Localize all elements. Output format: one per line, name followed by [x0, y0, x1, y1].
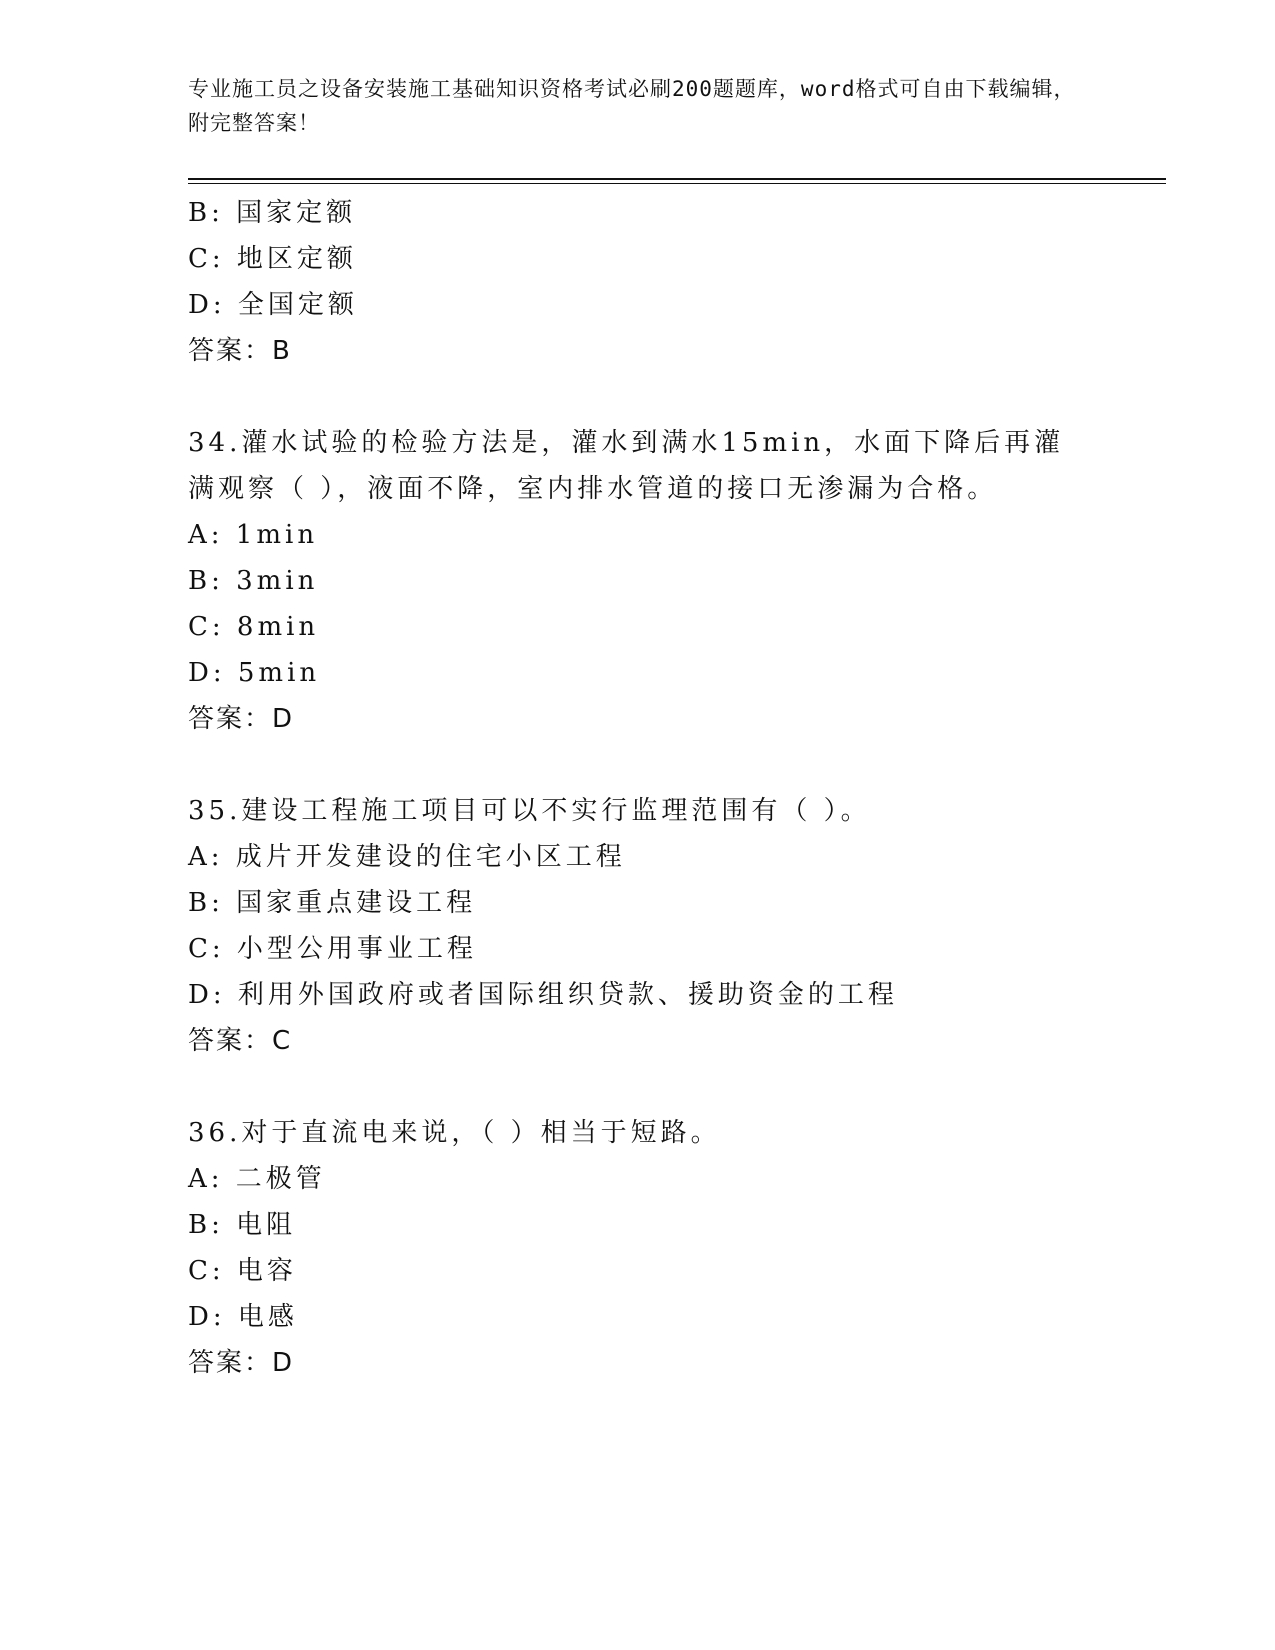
- question-continued: [188, 190, 1088, 374]
- question-stem: 36.对于直流电来说，（ ）相当于短路。: [188, 1118, 721, 1148]
- option-a: A: 成片开发建设的住宅小区工程: [188, 842, 626, 872]
- option-d: D: 利用外国政府或者国际组织贷款、援助资金的工程: [188, 980, 898, 1010]
- answer-line: 答案：C: [188, 1026, 293, 1056]
- option-b: B: 国家重点建设工程: [188, 888, 477, 918]
- question-34: [188, 420, 1088, 742]
- option-c: C: 8min: [188, 612, 320, 642]
- answer-line: 答案：D: [188, 1348, 295, 1378]
- option-c: C: 小型公用事业工程: [188, 934, 477, 964]
- option-d: D: 全国定额: [188, 290, 358, 320]
- answer-line: 答案：B: [188, 336, 292, 366]
- option-a: A: 二极管: [188, 1164, 326, 1194]
- question-list: [188, 190, 1088, 1386]
- question-stem: 34.灌水试验的检验方法是，灌水到满水15min，水面下降后再灌满观察（ ），液面不降，室内排水管道的接口无渗漏为合格。: [188, 428, 1065, 504]
- option-b: B: 电阻: [188, 1210, 297, 1240]
- spacer: [188, 1064, 1088, 1110]
- question-36: [188, 1110, 1088, 1386]
- answer-line: 答案：D: [188, 704, 295, 734]
- question-stem: 35.建设工程施工项目可以不实行监理范围有（ ）。: [188, 796, 871, 826]
- option-c: C: 地区定额: [188, 244, 357, 274]
- document-header: [188, 72, 1088, 140]
- option-b: B: 3min: [188, 566, 319, 596]
- spacer: [188, 374, 1088, 420]
- header-title: 专业施工员之设备安装施工基础知识资格考试必刷200题题库，word格式可自由下载编辑，附完整答案！: [188, 77, 1076, 135]
- header-divider-thick: [188, 178, 1166, 180]
- option-a: A: 1min: [188, 520, 319, 550]
- spacer: [188, 742, 1088, 788]
- question-35: [188, 788, 1088, 1064]
- option-d: D: 电感: [188, 1302, 298, 1332]
- option-d: D: 5min: [188, 658, 321, 688]
- option-c: C: 电容: [188, 1256, 297, 1286]
- option-b: B: 国家定额: [188, 198, 357, 228]
- header-divider-thin: [188, 183, 1166, 184]
